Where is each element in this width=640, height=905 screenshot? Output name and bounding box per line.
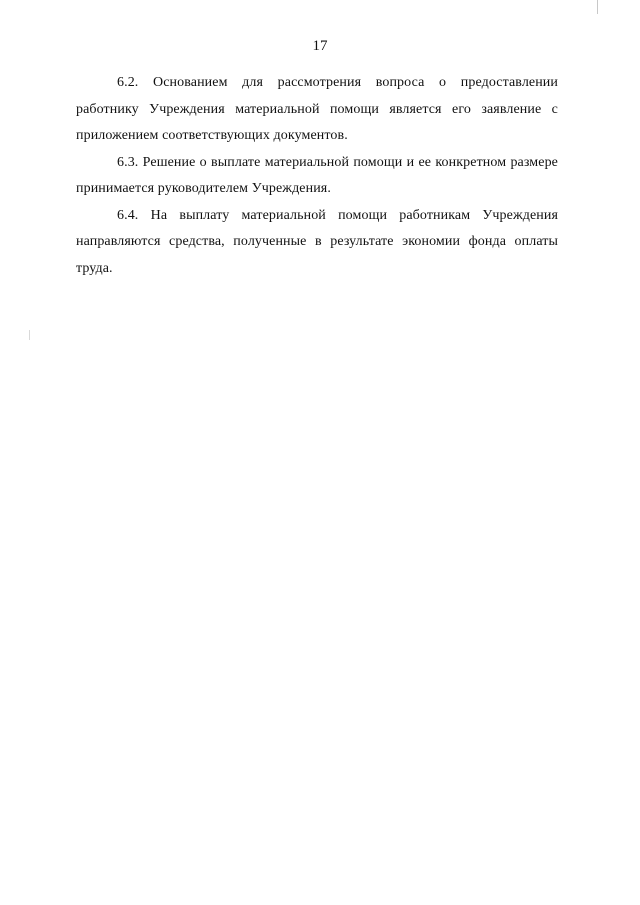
- paragraph-6-3: 6.3. Решение о выплате материальной помощи и ее конкретном размере принимается руководителем Учреждения.: [76, 154, 558, 196]
- document-body: [76, 70, 558, 282]
- scan-artifact-mark: [597, 0, 598, 14]
- scan-artifact-mark: [29, 330, 30, 340]
- paragraph-6-4: 6.4. На выплату материальной помощи работникам Учреждения направляются средства, полученные в результате экономии фонда оплаты труда.: [76, 207, 558, 276]
- page-number: 17: [312, 38, 328, 54]
- paragraph-6-2: 6.2. Основанием для рассмотрения вопроса о предоставлении работнику Учреждения материальной помощи является его заявление с приложением соответствующих документов.: [76, 75, 558, 143]
